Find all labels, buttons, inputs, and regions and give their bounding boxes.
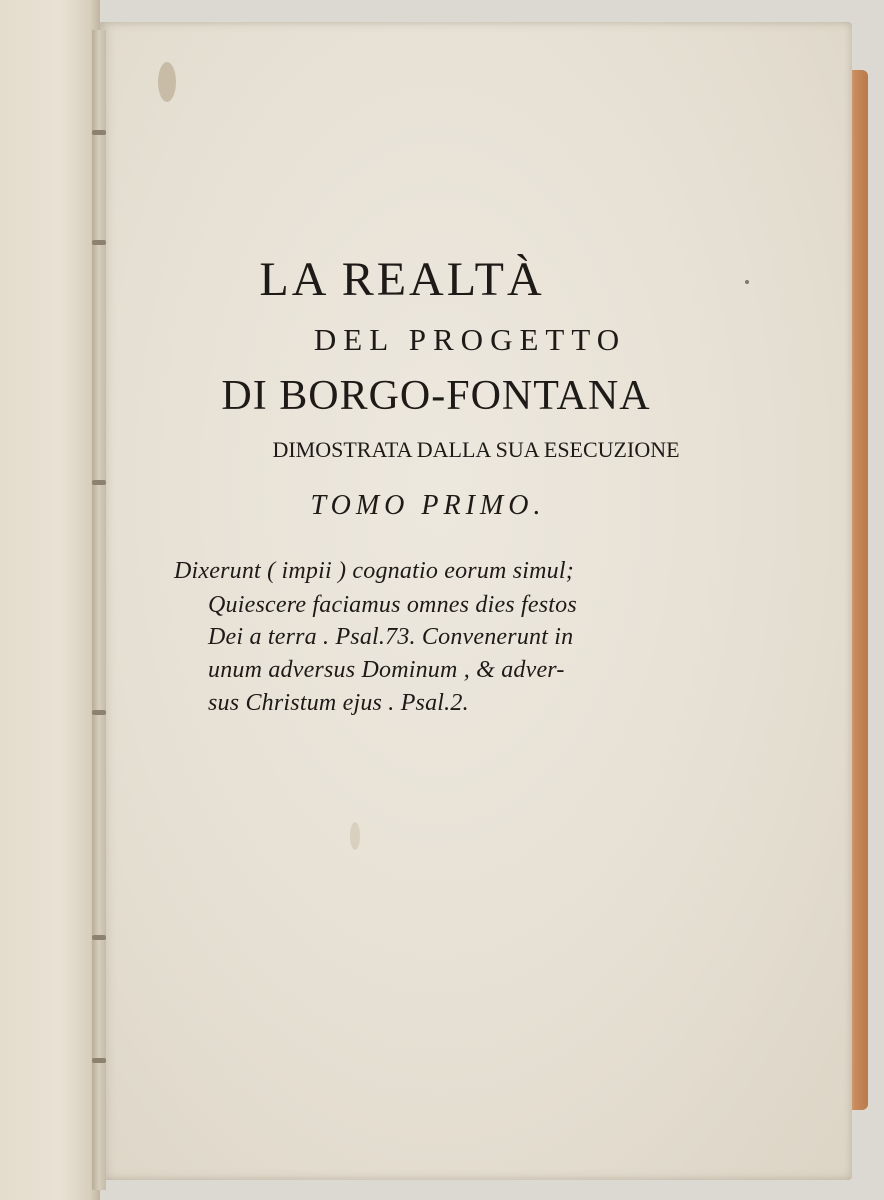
epigraph-line: unum adversus Dominum , & adver-	[208, 657, 565, 683]
title-line-2: DEL PROGETTO	[313, 322, 627, 357]
title-line-3: DI BORGO-FONTANA	[221, 373, 651, 419]
epigraph-line: sus Christum ejus . Psal.2.	[208, 690, 469, 716]
facing-page	[0, 0, 100, 1200]
epigraph-line: Quiescere faciamus omnes dies festos	[208, 592, 577, 618]
epigraph-line: Dixerunt ( impii ) cognatio eorum simul;	[174, 558, 574, 584]
subtitle-line: DIMOSTRATA DALLA SUA ESECUZIONE	[272, 437, 680, 462]
epigraph-line: Dei a terra . Psal.73. Convenerunt in	[208, 624, 574, 650]
volume-line: TOMO PRIMO.	[310, 490, 546, 521]
title-page-text	[100, 0, 852, 1158]
title-line-1: LA REALTÀ	[259, 253, 545, 306]
